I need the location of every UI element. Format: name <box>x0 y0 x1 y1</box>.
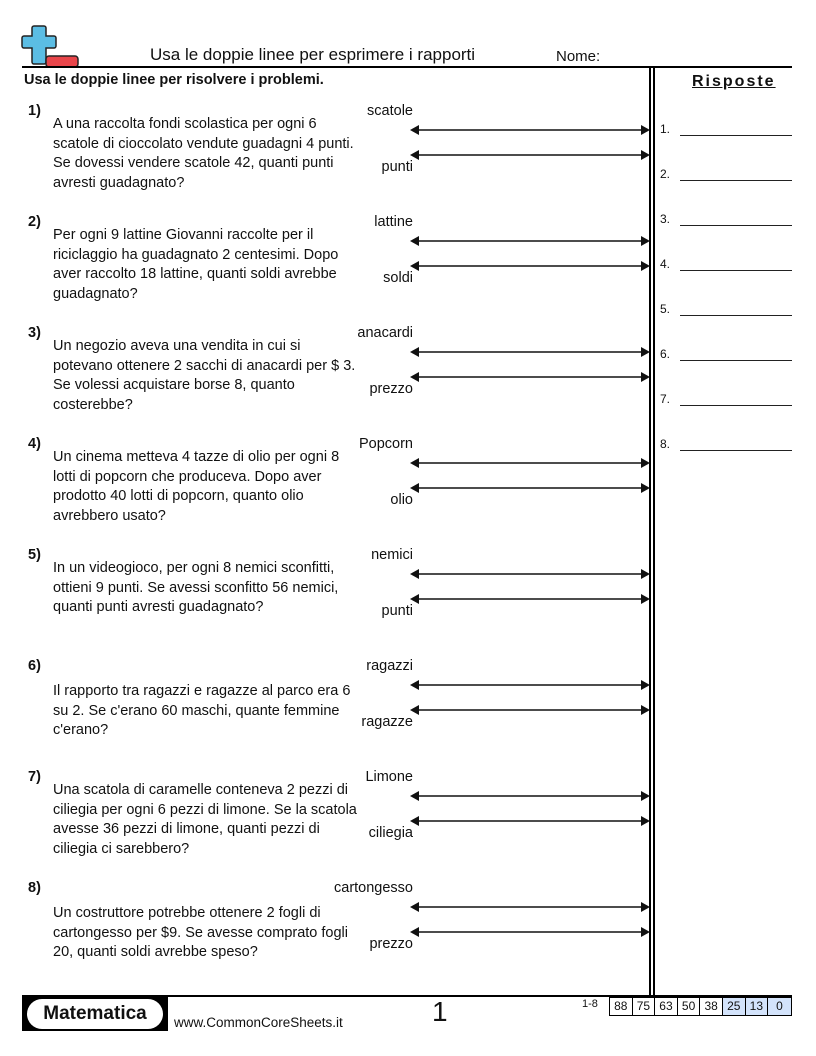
score-cell: 75 <box>633 998 656 1015</box>
problem-text: A una raccolta fondi scolastica per ogni 6 scatole di cioccolato vendute guadagni 4 punti. Se dovessi vendere scatole 42, quanti punti avresti guadagnato? <box>53 116 354 191</box>
site-url: www.CommonCoreSheets.it <box>174 1015 343 1030</box>
problem-item <box>0 325 650 425</box>
answer-line[interactable] <box>680 270 792 271</box>
double-line-top-label: ragazzi <box>366 658 413 674</box>
double-line-top-label: anacardi <box>357 325 413 341</box>
problem-text: Un negozio aveva una vendita in cui si potevano ottenere 2 sacchi di anacardi per $ 3. Se volessi acquistare borse 8, quanto costerebbe? <box>53 338 356 413</box>
answer-number: 1. <box>660 122 671 136</box>
double-line-bottom-label: ragazze <box>361 714 413 730</box>
problem-number: 8) <box>28 880 41 896</box>
double-line-top-arrow <box>410 124 650 136</box>
double-line-bottom-arrow <box>410 704 650 716</box>
double-line-bottom-arrow <box>410 815 650 827</box>
answer-line[interactable] <box>680 225 792 226</box>
answer-number: 8. <box>660 437 671 451</box>
problem-item <box>0 436 650 536</box>
score-range-label: 1-8 <box>582 998 598 1010</box>
double-line-bottom-label: olio <box>390 492 413 508</box>
score-table <box>609 997 792 1016</box>
problem-number: 3) <box>28 325 41 341</box>
brand-label: Matematica <box>27 999 163 1029</box>
problem-number: 5) <box>28 547 41 563</box>
answer-line[interactable] <box>680 360 792 361</box>
score-cell: 13 <box>746 998 769 1015</box>
problem-item <box>0 658 650 758</box>
answer-number: 2. <box>660 167 671 181</box>
double-line-bottom-arrow <box>410 260 650 272</box>
problem-item <box>0 103 650 203</box>
header-divider <box>22 66 792 68</box>
answer-line[interactable] <box>680 450 792 451</box>
double-line-top-label: Limone <box>365 769 413 785</box>
double-line-bottom-arrow <box>410 371 650 383</box>
double-line-bottom-arrow <box>410 593 650 605</box>
problem-text: Il rapporto tra ragazzi e ragazze al parco era 6 su 2. Se c'erano 60 maschi, quante femmine c'erano? <box>53 683 351 738</box>
answer-number: 4. <box>660 257 671 271</box>
problem-number: 7) <box>28 769 41 785</box>
double-line-bottom-label: punti <box>381 159 413 175</box>
double-line-top-arrow <box>410 346 650 358</box>
double-line-top-arrow <box>410 235 650 247</box>
name-label: Nome: <box>556 48 601 65</box>
double-line-top-arrow <box>410 790 650 802</box>
problem-number: 4) <box>28 436 41 452</box>
double-line-top-label: cartongesso <box>334 880 413 896</box>
problem-number: 1) <box>28 103 41 119</box>
answer-number: 6. <box>660 347 671 361</box>
problem-item <box>0 769 650 869</box>
double-line-bottom-label: punti <box>381 603 413 619</box>
answer-line[interactable] <box>680 135 792 136</box>
answer-line[interactable] <box>680 315 792 316</box>
answer-number: 7. <box>660 392 671 406</box>
score-cell: 0 <box>768 998 791 1015</box>
double-line-top-label: Popcorn <box>358 436 413 452</box>
logo-plus-minus-icon <box>22 24 80 68</box>
double-line-top-arrow <box>410 901 650 913</box>
double-line-bottom-label: ciliegia <box>368 825 413 841</box>
answer-number: 5. <box>660 302 671 316</box>
score-cell: 38 <box>700 998 723 1015</box>
double-line-top-label: nemici <box>371 547 413 563</box>
score-cell: 50 <box>678 998 701 1015</box>
worksheet-title: Usa le doppie linee per esprimere i rapporti <box>150 45 476 64</box>
double-line-bottom-label: soldi <box>383 270 413 286</box>
double-line-bottom-label: prezzo <box>369 381 413 397</box>
double-line-top-arrow <box>410 679 650 691</box>
problem-item <box>0 880 650 980</box>
answer-line[interactable] <box>680 180 792 181</box>
problem-number: 2) <box>28 214 41 230</box>
score-cell: 88 <box>610 998 633 1015</box>
double-line-bottom-label: prezzo <box>369 936 413 952</box>
double-line-top-label: lattine <box>374 214 413 230</box>
problem-item <box>0 547 650 647</box>
page-number: 1 <box>432 996 448 1027</box>
double-line-bottom-arrow <box>410 149 650 161</box>
problem-text: Per ogni 9 lattine Giovanni raccolte per il riciclaggio ha guadagnato 2 centesimi. Dopo aver raccolto 18 lattine, quanti soldi avrebbe guadagnato? <box>53 227 339 302</box>
problem-text: Un cinema metteva 4 tazze di olio per ogni 8 lotti di popcorn che produceva. Dopo aver prodotto 40 lotti di popcorn, quanto olio avrebbero usato? <box>53 449 340 524</box>
answer-number: 3. <box>660 212 671 226</box>
problem-text: In un videogioco, per ogni 8 nemici sconfitti, ottieni 9 punti. Se avessi sconfitto 56 nemici, quanti punti avresti guadagnato? <box>53 560 339 615</box>
score-cell: 63 <box>655 998 678 1015</box>
instructions: Usa le doppie linee per risolvere i problemi. <box>24 72 324 88</box>
double-line-top-arrow <box>410 568 650 580</box>
double-line-bottom-arrow <box>410 926 650 938</box>
problem-text: Un costruttore potrebbe ottenere 2 fogli di cartongesso per $9. Se avesse comprato fogli 20, quanti soldi avrebbe speso? <box>53 905 348 960</box>
double-line-bottom-arrow <box>410 482 650 494</box>
score-cell: 25 <box>723 998 746 1015</box>
problem-item <box>0 214 650 314</box>
double-line-top-arrow <box>410 457 650 469</box>
answer-line[interactable] <box>680 405 792 406</box>
answers-title: Risposte <box>692 73 776 90</box>
problem-text: Una scatola di caramelle conteneva 2 pezzi di ciliegia per ogni 6 pezzi di limone. Se la scatola avesse 36 pezzi di limone, quanti pezzi di ciliegia ci sarebbero? <box>53 782 357 857</box>
problem-number: 6) <box>28 658 41 674</box>
double-line-top-label: scatole <box>367 103 413 119</box>
